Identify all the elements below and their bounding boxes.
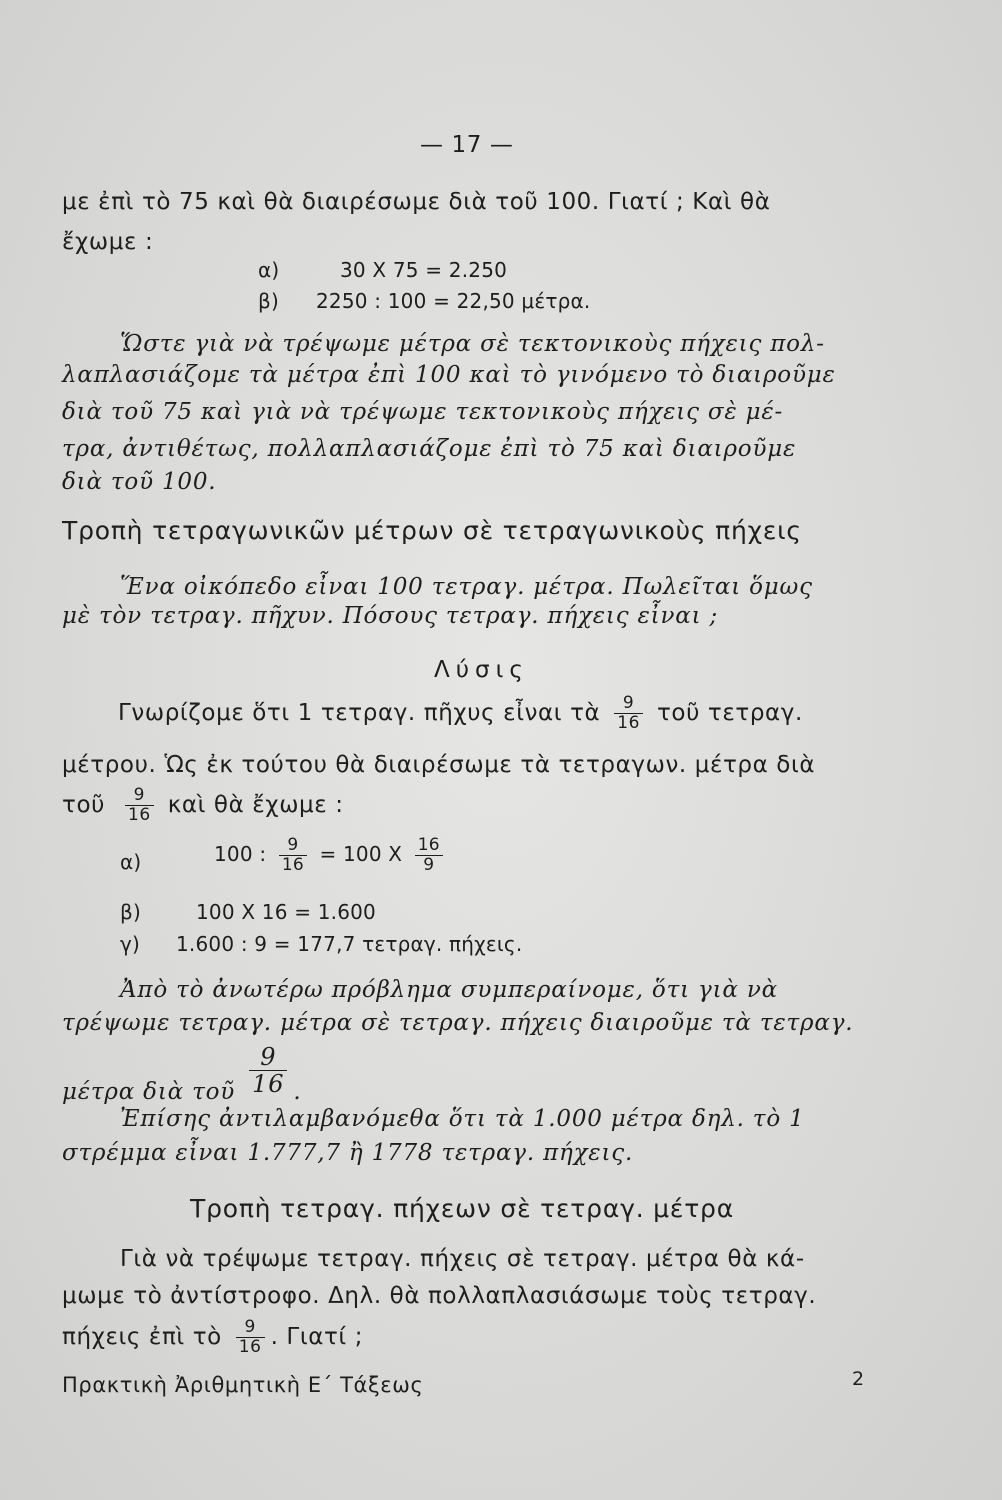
footer-title: Πρακτικὴ Ἀριθμητικὴ Ε΄ Τάξεως [62,1373,424,1397]
conclusion-period: . [293,1078,302,1105]
also-line-2: στρέμμα εἶναι 1.777,7 ἢ 1778 τετραγ. πήχεις. [62,1140,634,1166]
fraction-numerator: 9 [125,786,154,806]
fraction-9-16 [614,694,643,733]
fraction-9-16-large [249,1044,287,1097]
reverse-line-3 [62,1318,363,1357]
problem-line-2: μὲ τὸν τετραγ. πῆχυν. Πόσους τετραγ. πήχεις εἶναι ; [62,603,719,629]
step-1b-expr: 2250 : 100 = 22,50 μέτρα. [316,289,591,313]
known-line-1 [118,694,803,733]
fraction-denominator: 16 [617,713,641,733]
rule-line-2: λαπλασιάζομε τὰ μέτρα ἐπὶ 100 καὶ τὸ γινόμενο τὸ διαιροῦμε [62,362,836,388]
rule-line-1: Ὥστε γιὰ νὰ τρέψωμε μέτρα σὲ τεκτονικοὺς πήχεις πολ- [120,331,825,357]
fraction-denominator: 16 [238,1337,262,1357]
step-2a-mid: = 100 X [319,842,403,866]
known-text-2: τοῦ τετραγ. [656,700,803,726]
fraction-16-9 [415,836,443,875]
intro-line-1: με ἐπὶ τὸ 75 καὶ θὰ διαιρέσωμε διὰ τοῦ 100. Γιατί ; Καὶ θὰ [62,189,771,215]
problem-line-1: Ἕνα οἰκόπεδο εἶναι 100 τετραγ. μέτρα. Πωλεῖται ὅμως [120,574,813,600]
known-text-1: Γνωρίζομε ὅτι 1 τετραγ. πῆχυς εἶναι τὰ [118,700,601,726]
reverse-line-1: Γιὰ νὰ τρέψωμε τετραγ. πήχεις σὲ τετραγ. μέτρα θὰ κά- [120,1246,805,1272]
fraction-numerator: 9 [614,694,643,714]
also-line-1: Ἐπίσης ἀντιλαμβανόμεθα ὅτι τὰ 1.000 μέτρα δηλ. τὸ 1 [120,1106,805,1132]
fraction-denominator: 16 [281,855,304,875]
section-heading-1: Τροπὴ τετραγωνικῶν μέτρων σὲ τετραγωνικοὺς πήχεις [62,516,802,545]
fraction-numerator: 9 [279,836,307,856]
conclusion-line-3 [62,1043,302,1105]
conclusion-text-3: μέτρα διὰ τοῦ [62,1078,236,1105]
reverse-line-2: μωμε τὸ ἀντίστροφο. Δηλ. θὰ πολλαπλασιάσωμε τοὺς τετραγ. [62,1283,817,1309]
reverse-text-3b: . Γιατί ; [270,1324,364,1350]
known-text-3a: τοῦ [62,792,106,818]
step-2c-expr: 1.600 : 9 = 177,7 τετραγ. πήχεις. [176,932,523,956]
reverse-text-3a: πήχεις ἐπὶ τὸ [62,1324,222,1350]
step-2c-label: γ) [120,932,141,956]
rule-line-5: διὰ τοῦ 100. [62,469,217,495]
page-number: — 17 — [420,132,514,158]
rule-line-4: τρα, ἀντιθέτως, πολλαπλασιάζομε ἐπὶ τὸ 75 καὶ διαιροῦμε [62,436,797,462]
step-2b-expr: 100 X 16 = 1.600 [196,900,376,924]
known-line-2: μέτρου. Ὡς ἐκ τούτου θὰ διαιρέσωμε τὰ τετραγων. μέτρα διὰ [62,752,816,778]
fraction-numerator: 9 [249,1044,287,1071]
intro-line-2: ἔχωμε : [62,229,154,255]
rule-line-3: διὰ τοῦ 75 καὶ γιὰ νὰ τρέψωμε τεκτονικοὺς πήχεις σὲ μέ- [62,399,784,425]
step-2a-label: α) [120,850,142,874]
solution-heading: Λύσις [434,657,529,683]
conclusion-line-2: τρέψωμε τετραγ. μέτρα σὲ τετραγ. πήχεις διαιροῦμε τὰ τετραγ. [62,1010,854,1036]
fraction-numerator: 9 [236,1318,265,1338]
fraction-denominator: 9 [423,855,435,875]
step-1a-expr: 30 X 75 = 2.250 [340,258,508,282]
known-text-3b: καὶ θὰ ἔχωμε : [167,792,344,818]
fraction-denominator: 16 [252,1070,285,1098]
fraction-9-16 [125,786,154,825]
fraction-denominator: 16 [127,805,151,825]
step-2b-label: β) [120,900,141,924]
known-line-3 [62,786,344,825]
section-heading-2: Τροπὴ τετραγ. πήχεων σὲ τετραγ. μέτρα [190,1194,735,1223]
fraction-9-16 [279,836,307,875]
signature-mark: 2 [852,1368,865,1390]
fraction-numerator: 16 [415,836,443,856]
step-2a-expr [214,836,449,875]
step-1a-label: α) [258,258,280,282]
fraction-9-16 [236,1318,265,1357]
step-1b-label: β) [258,289,279,313]
step-2a-left: 100 : [214,842,267,866]
conclusion-line-1: Ἀπὸ τὸ ἀνωτέρω πρόβλημα συμπεραίνομε, ὅτι γιὰ νὰ [120,977,778,1003]
